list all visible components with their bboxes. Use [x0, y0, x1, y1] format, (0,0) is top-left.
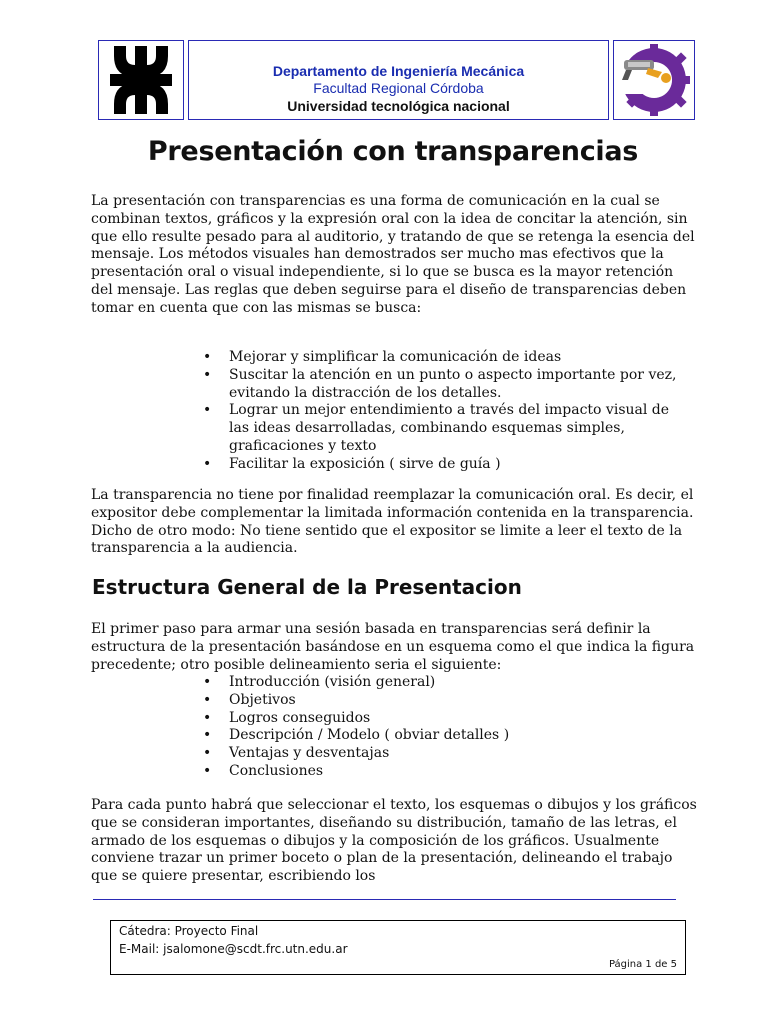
- university-name: Universidad tecnológica nacional: [287, 98, 510, 114]
- paragraph-design: Para cada punto habrá que seleccionar el texto, los esquemas o dibujos y los gráficos que se consideran importantes, diseñando su distribución, tamaño de las letras, el armado de los esquemas o dibujos y la composición de los gráficos. Usualmente conviene trazar un primer boceto o plan de la presentación, delineando el trabajo que se quiere presentar, escribiendo los: [91, 797, 697, 885]
- list-item: • Mejorar y simplificar la comunicación de ideas: [200, 349, 690, 367]
- section-heading: Estructura General de la Presentacion: [92, 575, 522, 599]
- goals-list: [200, 349, 690, 474]
- list-item: • Ventajas y desventajas: [200, 745, 690, 763]
- utn-logo: [98, 40, 184, 120]
- list-item: • Conclusiones: [200, 763, 690, 781]
- paragraph-oral-communication: La transparencia no tiene por finalidad reemplazar la comunicación oral. Es decir, el expositor debe complementar la limitada información contenida en la transparencia. Dicho de otro modo: No tiene sentido que el expositor se limite a leer el texto de la transparencia a la audiencia.: [91, 487, 694, 557]
- paragraph-structure-intro: El primer paso para armar una sesión basada en transparencias será definir la estructura de la presentación basándose en un esquema como el que indica la figura precedente; otro posible delineamiento seria el siguiente:: [91, 621, 695, 673]
- list-item: • Facilitar la exposición ( sirve de guía ): [200, 456, 690, 474]
- list-item: • Lograr un mejor entendimiento a través del impacto visual de las ideas desarrolladas, combinando esquemas simples, graficaciones y texto: [200, 402, 690, 455]
- list-item: • Suscitar la atención en un punto o aspecto importante por vez, evitando la distracción de los detalles.: [200, 367, 690, 403]
- header-title-block: [188, 40, 609, 120]
- department-name: Departamento de Ingeniería Mecánica: [272, 63, 525, 79]
- structure-list: [200, 674, 690, 781]
- list-item: • Descripción / Modelo ( obviar detalles ): [200, 727, 690, 745]
- footer-divider: [93, 899, 676, 900]
- page-title: Presentación con transparencias: [147, 136, 639, 167]
- footer-email: E-Mail: jsalomone@scdt.frc.utn.edu.ar: [119, 942, 348, 956]
- footer-box: [110, 920, 686, 975]
- intro-paragraph: La presentación con transparencias es una forma de comunicación en la cual se combinan textos, gráficos y la expresión oral con la idea de concitar la atención, sin que ello resulte pesado para al auditorio, y tratando de que se retenga la esencia del mensaje. Los métodos visuales han demostrados ser mucho mas efectivos que la presentación oral o visual independiente, si lo que se busca es la mayor retención del mensaje. Las reglas que deben seguirse para el diseño de transparencias deben tomar en cuenta que con las mismas se busca:: [91, 193, 695, 316]
- list-item: • Logros conseguidos: [200, 710, 690, 728]
- faculty-name: Facultad Regional Córdoba: [313, 80, 484, 96]
- mechanical-gear-logo: [613, 40, 695, 120]
- list-item: • Introducción (visión general): [200, 674, 690, 692]
- page-number: Página 1 de 5: [608, 959, 677, 970]
- list-item: • Objetivos: [200, 692, 690, 710]
- footer-course: Cátedra: Proyecto Final: [119, 924, 259, 938]
